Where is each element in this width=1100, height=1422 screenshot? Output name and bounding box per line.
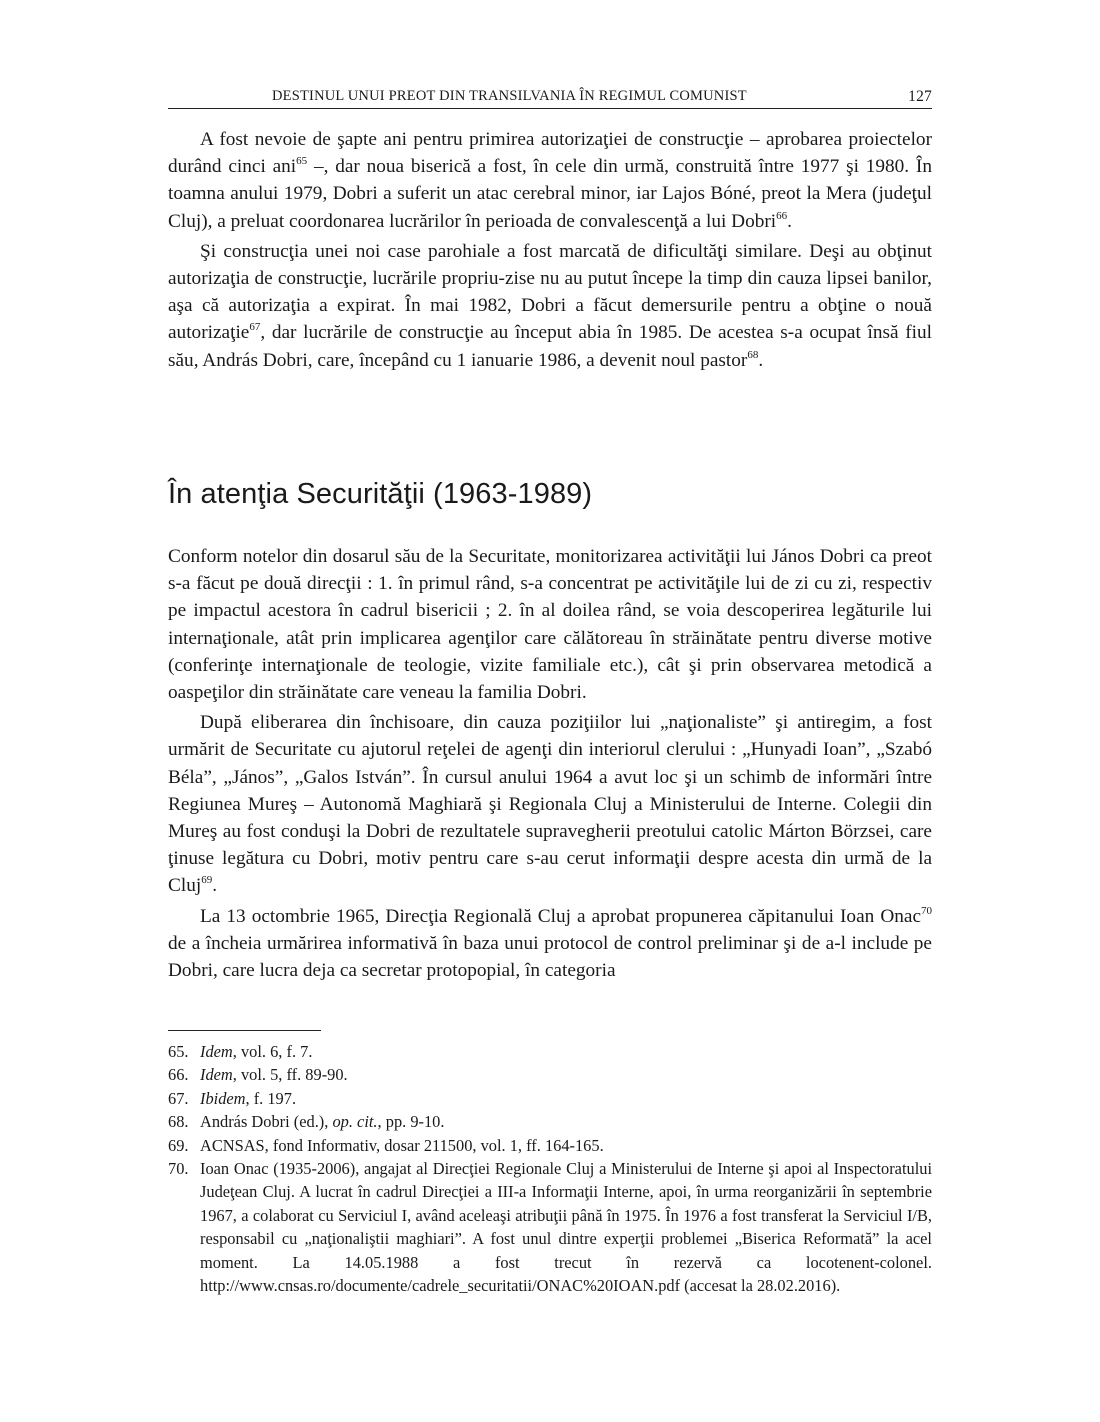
text-run: , vol. 5, ff. 89-90. <box>232 1065 348 1085</box>
footnotes <box>168 1040 932 1297</box>
footnote <box>168 1134 932 1157</box>
footnote-number: 67. <box>168 1088 189 1108</box>
footnote <box>168 1157 932 1297</box>
footnote-ref: 70 <box>921 904 932 917</box>
footnote-number: 69. <box>168 1135 189 1155</box>
text-run: András Dobri (ed.), <box>200 1112 333 1132</box>
footnote-separator <box>168 1030 321 1031</box>
footnote-number: 68. <box>168 1112 189 1132</box>
footnote-text <box>200 1040 932 1063</box>
footnote-text <box>200 1087 932 1110</box>
running-header <box>168 82 932 109</box>
paragraph <box>168 903 932 985</box>
running-title: DESTINUL UNUI PREOT DIN TRANSILVANIA ÎN REGIMUL COMUNIST <box>272 88 747 104</box>
text-run: –, dar noua biserică a fost, în cele din urmă, construită între 1977 şi 1980. În toamna anului 1979, Dobri a suferit un atac cerebral minor, iar Lajos Bóné, preot la Mera (judeţul Cluj), a preluat coordonarea lucrărilor în perioada de convalescenţă a lui Dobri <box>168 156 932 232</box>
paragraph <box>168 126 932 235</box>
text-run: După eliberarea din închisoare, din cauza poziţiilor lui „naţionaliste” şi antiregim, a fost urmărit de Securitate cu ajutorul reţelei de agenţi din interiorul clerului : „Hunyadi Ioan”, „Szabó Béla”, „János”, „Galos István”. În cursul anului 1964 a avut loc şi un schimb de informări între Regiunea Mureş – Autonomă Maghiară şi Regionala Cluj a Ministerului de Interne. Colegii din Mureş au fost conduşi la Dobri de rezultatele supravegherii preotului catolic Márton Börzsei, care ţinuse legătura cu Dobri, motiv pentru care s-au cerut informaţii despre acesta din urmă de la Cluj <box>168 712 932 897</box>
footnote-text: ACNSAS, fond Informativ, dosar 211500, vol. 1, ff. 164-165. <box>200 1135 604 1155</box>
paragraph: Conform notelor din dosarul său de la Securitate, monitorizarea activităţii lui János Dobri ca preot s-a făcut pe două direcţii : 1. în primul rând, s-a concentrat pe activităţile lui de zi cu zi, respectiv pe impactul acestora în cadrul bisericii ; 2. în al doilea rând, se voia descoperirea legăturile lui internaţionale, atât prin implicarea agenţilor care călătoreau în străinătate pentru diverse motive (conferinţe internaţionale de teologie, vizite familiale etc.), cât şi prin observarea metodică a oaspeţilor din străinătate care veneau la familia Dobri. <box>168 546 932 704</box>
text-run: de a încheia urmărirea informativă în baza unui protocol de control preliminar şi de a-l include pe Dobri, care lucra deja ca secretar protopopial, în categoria <box>168 932 932 982</box>
footnote-ref: 67 <box>249 321 261 334</box>
footnote-text: Ioan Onac (1935-2006), angajat al Direcţiei Regionale Cluj a Ministerului de Interne şi apoi al Inspectoratului Judeţean Cluj. A lucrat în cadrul Direcţiei a III-a Informaţii Interne, apoi, în urma reorganizării în septembrie 1967, a colaborat cu Serviciul I, având aceleaşi atribuţii până în 1975. În 1976 a fost transferat la Serviciul I/B, responsabil cu „naţionaliştii maghiari”. A fost unul dintre experţii problemei „Biserica Reformată” la acel moment. La 14.05.1988 a fost trecut în rezervă ca locotenent-colonel. http://www.cnsas.ro/documente/cadrele_securitatii/ONAC%20IOAN.pdf (accesat la 28.02.2016). <box>200 1159 932 1296</box>
body-text-section2 <box>168 543 932 984</box>
text-run: A fost nevoie de şapte ani pentru primirea autorizaţiei de construcţie – aprobarea proiectelor durând cinci ani <box>168 129 932 178</box>
footnote-ref: 66 <box>776 209 788 222</box>
paragraph <box>168 709 932 899</box>
footnote-ref: 68 <box>747 348 759 361</box>
footnote-number: 66. <box>168 1065 189 1085</box>
footnote <box>168 1063 932 1086</box>
text-run: La 13 octombrie 1965, Direcţia Regională Cluj a aprobat propunerea căpitanului Ioan Onac <box>200 905 921 927</box>
text-run: , vol. 6, f. 7. <box>232 1042 313 1061</box>
italic-text: Idem <box>200 1065 233 1085</box>
footnote-text <box>200 1110 932 1133</box>
text-run: , f. 197. <box>245 1088 297 1108</box>
text-run: . <box>758 349 764 371</box>
text-run: , pp. 9-10. <box>377 1112 445 1132</box>
text-run: Şi construcţia unei noi case parohiale a fost marcată de dificultăţi similare. Deşi au obţinut autorizaţia de construcţie, lucrările propriu-zise nu au putut începe la timp din cauza lipsei banilor, aşa că autorizaţia a expirat. În mai 1982, Dobri a făcut demersurile pentru a obţine o nouă autorizaţie <box>168 240 932 344</box>
footnote <box>168 1087 932 1110</box>
footnote <box>168 1110 932 1133</box>
section-heading: În atenţia Securităţii (1963-1989) <box>168 478 593 510</box>
footnote <box>168 1040 932 1063</box>
italic-text: op. cit. <box>332 1112 378 1132</box>
footnote-ref: 65 <box>296 155 308 168</box>
body-text-section1 <box>168 126 932 374</box>
text-run: . <box>787 210 792 232</box>
text-run: , dar lucrările de construcţie au început abia în 1985. De acestea s-a ocupat însă fiul său, András Dobri, care, începând cu 1 ianuarie 1986, a devenit noul pastor <box>168 322 932 371</box>
footnote-number: 65. <box>168 1042 189 1061</box>
page-number: 127 <box>908 88 932 105</box>
footnote-ref: 69 <box>201 874 213 887</box>
footnote-text <box>200 1063 932 1086</box>
paragraph <box>168 238 932 374</box>
italic-text: Idem <box>200 1042 233 1061</box>
text-run: . <box>212 875 218 897</box>
italic-text: Ibidem <box>200 1088 246 1108</box>
footnote-number: 70. <box>168 1159 189 1179</box>
